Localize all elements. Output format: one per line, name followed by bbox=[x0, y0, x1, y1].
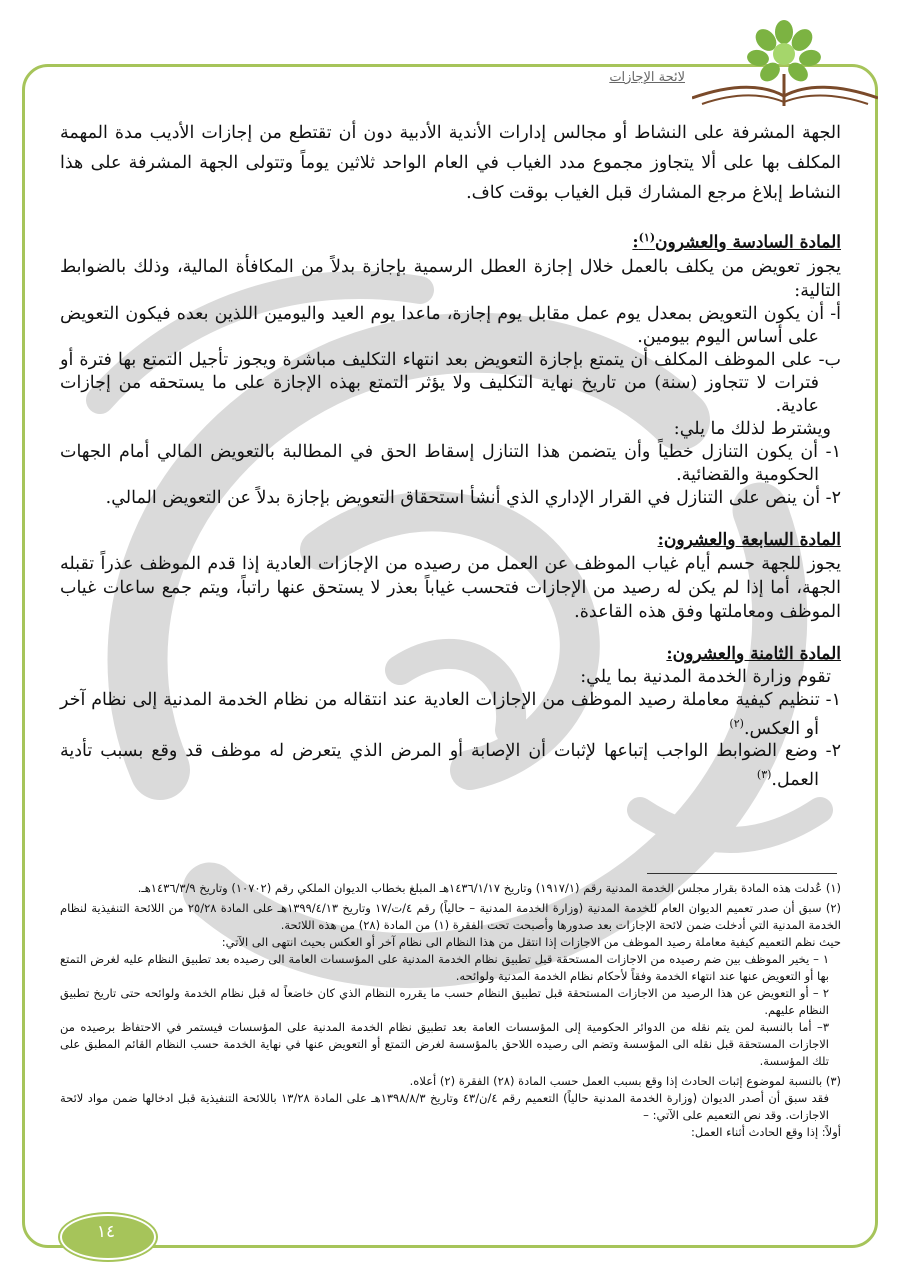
footnote-1 bbox=[60, 880, 841, 897]
article-28 bbox=[60, 642, 841, 793]
article-26-colon: : bbox=[632, 232, 639, 253]
footnote-3 bbox=[60, 1073, 841, 1141]
footnote-2-line: ١ – يخير الموظف بين ضم رصيده من الاجازات المستحقة قبل تطبيق نظام الخدمة المدنية على المؤسسات العامة الى رصيده بعد تطبيق النظام عليه لغرض التمتع بها أو التعويض عنها عند انتهاء الخدمة وفقاً لأحكام نظام الخدمة المدنية ولوائحه. bbox=[60, 952, 829, 983]
article-27-body: يجوز للجهة حسم أيام غياب الموظف عن العمل من رصيده من الإجازات العادية إذا قدم الموظف عذراً تقبله الجهة، أما إذا لم يكن له رصيد من الإجازات فتحسب غياباً بعذر لا يستحق عنها راتباً، ويتم جمع ساعات غياب الموظف ومعاملتها وفق هذه القاعدة. bbox=[60, 553, 841, 622]
footnotes bbox=[60, 880, 841, 1144]
article-28-item-1 bbox=[60, 689, 841, 741]
leaf-emblem-icon bbox=[692, 14, 878, 110]
article-28-item-2-text: ٢- وضع الضوابط الواجب إتباعها لإثبات أن الإصابة أو المرض الذي يتعرض له موظف قد وقع بسبب تأدية العمل. bbox=[60, 741, 841, 791]
footnote-2-line: (٢) سبق أن صدر تعميم الديوان العام للخدمة المدنية (وزارة الخدمة المدنية – حالياً) رقم ٤/ت/١٧ وتاريخ ١٣٩٩/٤/١٣هـ على المادة ٢٥/٢٨ من اللائحة التنفيذية لنظام الخدمة المدنية التي أدخلت ضمن لائحة الإجازات بعد صدورها وأصبحت تحت الفقرة (١) من المادة (٢٨) من هذه اللائحة. bbox=[60, 901, 842, 932]
footnote-ref-1: (١) bbox=[638, 231, 656, 244]
article-26 bbox=[60, 226, 841, 510]
footnote-3-line: فقد سبق أن أصدر الديوان (وزارة الخدمة المدنية حالياً) التعميم رقم ٤/ن/٤٣ وتاريخ ١٣٩٨/٨/٣هـ على المادة ١٣/٢٨ باللائحة التنفيذية قبل ادخالها ضمن مواد لائحة الاجازات. وقد نص التعميم على الآتي: – bbox=[60, 1091, 829, 1122]
footnote-2 bbox=[60, 900, 841, 1070]
footnote-3-line: (٣) بالنسبة لموضوع إثبات الحادث إذا وقع بسبب العمل حسب المادة (٢٨) الفقرة (٢) أعلاه. bbox=[409, 1074, 841, 1088]
footnote-ref-2: (٢) bbox=[729, 716, 744, 730]
footnote-1-text: (١) عُدلت هذه المادة بقرار مجلس الخدمة المدنية رقم (١٩١٧/١) وتاريخ ١٤٣٦/١/١٧هـ المبلغ بخطاب الديوان الملكي رقم (١٠٧٠٢) وتاريخ ١٤٣٦/٣/٩هـ. bbox=[137, 881, 841, 895]
intro-paragraph: الجهة المشرفة على النشاط أو مجالس إدارات الأندية الأدبية دون أن تقتطع من إجازات الأديب مدة المهمة المكلف بها على ألا يتجاوز مجموع مدد الغياب في العام الواحد ثلاثين يوماً وتتولى الجهة المشرفة على هذا النشاط إبلاغ مرجع المشارك قبل الغياب بوقت كاف. bbox=[60, 123, 841, 203]
page-number: ١٤ bbox=[96, 1222, 116, 1242]
article-27-heading: المادة السابعة والعشرون: bbox=[657, 529, 841, 550]
header-title: لائحة الإجازات bbox=[609, 70, 685, 85]
article-27 bbox=[60, 528, 841, 624]
article-26-body: يجوز تعويض من يكلف بالعمل خلال إجازة العطل الرسمية بإجازة بدلاً من المكافأة المالية، وذلك بالضوابط التالية: bbox=[60, 256, 841, 301]
article-26-condition-intro: ويشترط لذلك ما يلي: bbox=[673, 418, 831, 439]
article-26-heading bbox=[60, 226, 841, 255]
article-28-item-1-text: ١- تنظيم كيفية معاملة رصيد الموظف من الإجازات العادية عند انتقاله من نظام الخدمة المدنية إلى نظام آخر أو العكس. bbox=[60, 689, 841, 739]
article-26-title: المادة السادسة والعشرون bbox=[655, 232, 841, 253]
footnote-ref-3: (٣) bbox=[756, 768, 772, 782]
article-28-body: تقوم وزارة الخدمة المدنية بما يلي: bbox=[580, 666, 831, 687]
article-26-item-a: أ- أن يكون التعويض بمعدل يوم عمل مقابل يوم إجازة، ماعدا يوم العيد واليومين اللذين بعده فيكون التعويض على أساس اليوم بيومين. bbox=[60, 303, 841, 347]
footnote-3-line: أولاً: إذا وقع الحادث أثناء العمل: bbox=[691, 1125, 841, 1139]
article-28-heading: المادة الثامنة والعشرون: bbox=[666, 643, 841, 664]
footnote-divider bbox=[647, 873, 837, 874]
article-26-condition-1: ١- أن يكون التنازل خطياً وأن يتضمن هذا التنازل إسقاط الحق في المطالبة بالتعويض المالي أمام الجهات الحكومية والقضائية. bbox=[60, 441, 841, 485]
article-26-condition-2: ٢- أن ينص على التنازل في القرار الإداري الذي أنشأ استحقاق التعويض بإجازة بدلاً عن التعويض المالي. bbox=[105, 487, 841, 508]
footnote-2-line: ٢ – أو التعويض عن هذا الرصيد من الاجازات المستحقة قبل تطبيق النظام حسب ما يقرره النظام الذي كان خاضعاً له قبل نظام الخدمة ولوائحه حتى تاريخ تطبيق النظام عليهم. bbox=[60, 986, 829, 1017]
article-28-item-2 bbox=[60, 740, 841, 792]
main-content bbox=[60, 118, 841, 792]
article-26-item-b: ب- على الموظف المكلف أن يتمتع بإجازة التعويض بعد انتهاء التكليف مباشرة ويجوز تأجيل التمتع بها فترة أو فترات لا تتجاوز (سنة) من تاريخ نهاية التكليف ولا يؤثر التمتع بهذه الإجازة على ما يستحقه من إجازات عادية. bbox=[60, 349, 841, 416]
footnote-2-line: حيث نظم التعميم كيفية معاملة رصيد الموظف من الاجازات إذا انتقل من هذا النظام الى نظام آخر أو العكس بحيث انتهى الى الآتي: bbox=[221, 935, 841, 949]
footnote-2-line: ٣– أما بالنسبة لمن يتم نقله من الدوائر الحكومية إلى المؤسسات العامة بعد تطبيق نظام الخدمة المدنية على المؤسسات فيستمر في الاحتفاظ برصيده من الاجازات المستحقة قبل نقله الى المؤسسة وتضم الى رصيده اللاحق بالمؤسسة لغرض التمتع أو التعويض عنها في نهاية الخدمة حسب النظام القائم المطبق على تلك المؤسسة. bbox=[60, 1020, 829, 1068]
